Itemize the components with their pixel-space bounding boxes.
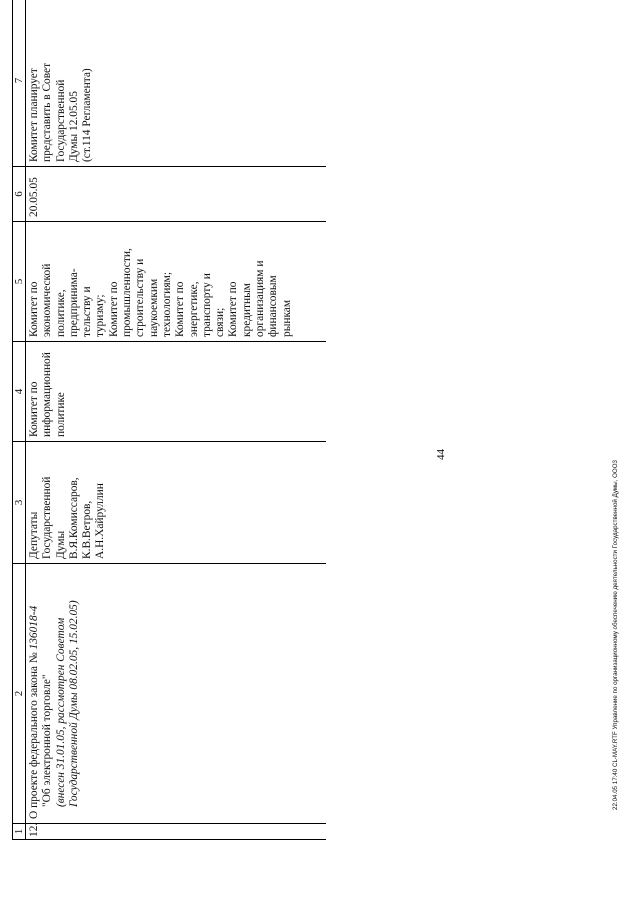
bill-title-line-2: "Об электронной торговле" — [41, 674, 54, 807]
row-number — [26, 824, 326, 840]
bill-title-prefix: О проекте федерального закона № — [28, 649, 40, 819]
co-committee-line: финансовым — [267, 275, 280, 337]
co-committee-line: тельству и — [81, 286, 94, 337]
co-committee-line: энергетике, — [187, 281, 200, 337]
plan-line: (ст.114 Регламента) — [81, 68, 94, 162]
co-committees-cell — [26, 222, 326, 342]
co-committee-line: кредитным — [240, 283, 253, 337]
plan-cell — [26, 0, 326, 167]
plan-line: Комитет планирует — [28, 68, 40, 162]
column-header-7: 7 — [13, 0, 26, 167]
responsible-committee-line: информационной — [41, 352, 54, 437]
co-committee-line: рынкам — [280, 299, 293, 337]
date-cell — [26, 167, 326, 222]
author-line: Думы — [54, 530, 67, 559]
column-number-header-row — [13, 0, 26, 840]
column-header-5: 5 — [13, 222, 26, 342]
bill-number: 136018-4 — [28, 605, 40, 650]
bill-note-line-1: (внесен 31.01.05, рассмотрен Советом — [54, 617, 67, 807]
author-line: А.Н.Хайруллин — [94, 483, 107, 559]
author-line: К.В.Ветров, — [81, 500, 94, 559]
bill-note-line-2: Государственной Думы 08.02.05, 15.02.05) — [67, 600, 80, 807]
plan-line: Государственной — [54, 79, 67, 162]
co-committee-line: организациям и — [254, 260, 267, 337]
page-number: 44 — [435, 449, 447, 460]
co-committee-line: предпринима- — [67, 268, 80, 337]
date-value: 20.05.05 — [28, 177, 40, 217]
co-committee-line: политике, — [54, 289, 67, 337]
table-row — [26, 0, 326, 840]
co-committee-line: связи; — [214, 307, 227, 337]
column-header-3: 3 — [13, 442, 26, 564]
co-committee-line: экономической — [41, 263, 54, 337]
column-header-1: 1 — [13, 824, 26, 840]
bill-title-cell — [26, 564, 326, 824]
schedule-table — [12, 0, 326, 840]
responsible-committee-line: политике — [54, 392, 67, 437]
co-committee-line: технологиям; — [160, 272, 173, 337]
co-committee-line: строительству и — [134, 258, 147, 337]
row-number-text: 12. — [28, 822, 40, 837]
plan-line: Думы 12.05.05 — [67, 91, 80, 162]
column-header-4: 4 — [13, 342, 26, 442]
responsible-committee-line: Комитет по — [28, 381, 40, 437]
co-committee-line: Комитет по — [227, 281, 240, 337]
plan-line: представить в Совет — [41, 62, 54, 162]
author-line: В.Я.Комиссаров, — [67, 477, 80, 559]
bill-title-line-1 — [28, 568, 41, 819]
co-committee-line: транспорту и — [200, 273, 213, 337]
column-header-6: 6 — [13, 167, 26, 222]
author-line: Депутаты — [28, 511, 40, 559]
document-footer: 22.04.05 17:40 CL-MAY.RTF Управление по организационному обеспечению деятельности Государственной Думы, ООО3 — [612, 460, 619, 810]
co-committee-line: Комитет по — [28, 281, 40, 337]
co-committee-line: промышленности, — [121, 248, 134, 337]
column-header-2: 2 — [13, 564, 26, 824]
co-committee-line: наукоемким — [147, 278, 160, 337]
authors-cell — [26, 442, 326, 564]
co-committee-line: Комитет по — [174, 281, 187, 337]
responsible-committee-cell — [26, 342, 326, 442]
co-committee-line: Комитет по — [107, 281, 120, 337]
author-line: Государственной — [41, 476, 54, 559]
co-committee-line: туризму; — [94, 294, 107, 337]
